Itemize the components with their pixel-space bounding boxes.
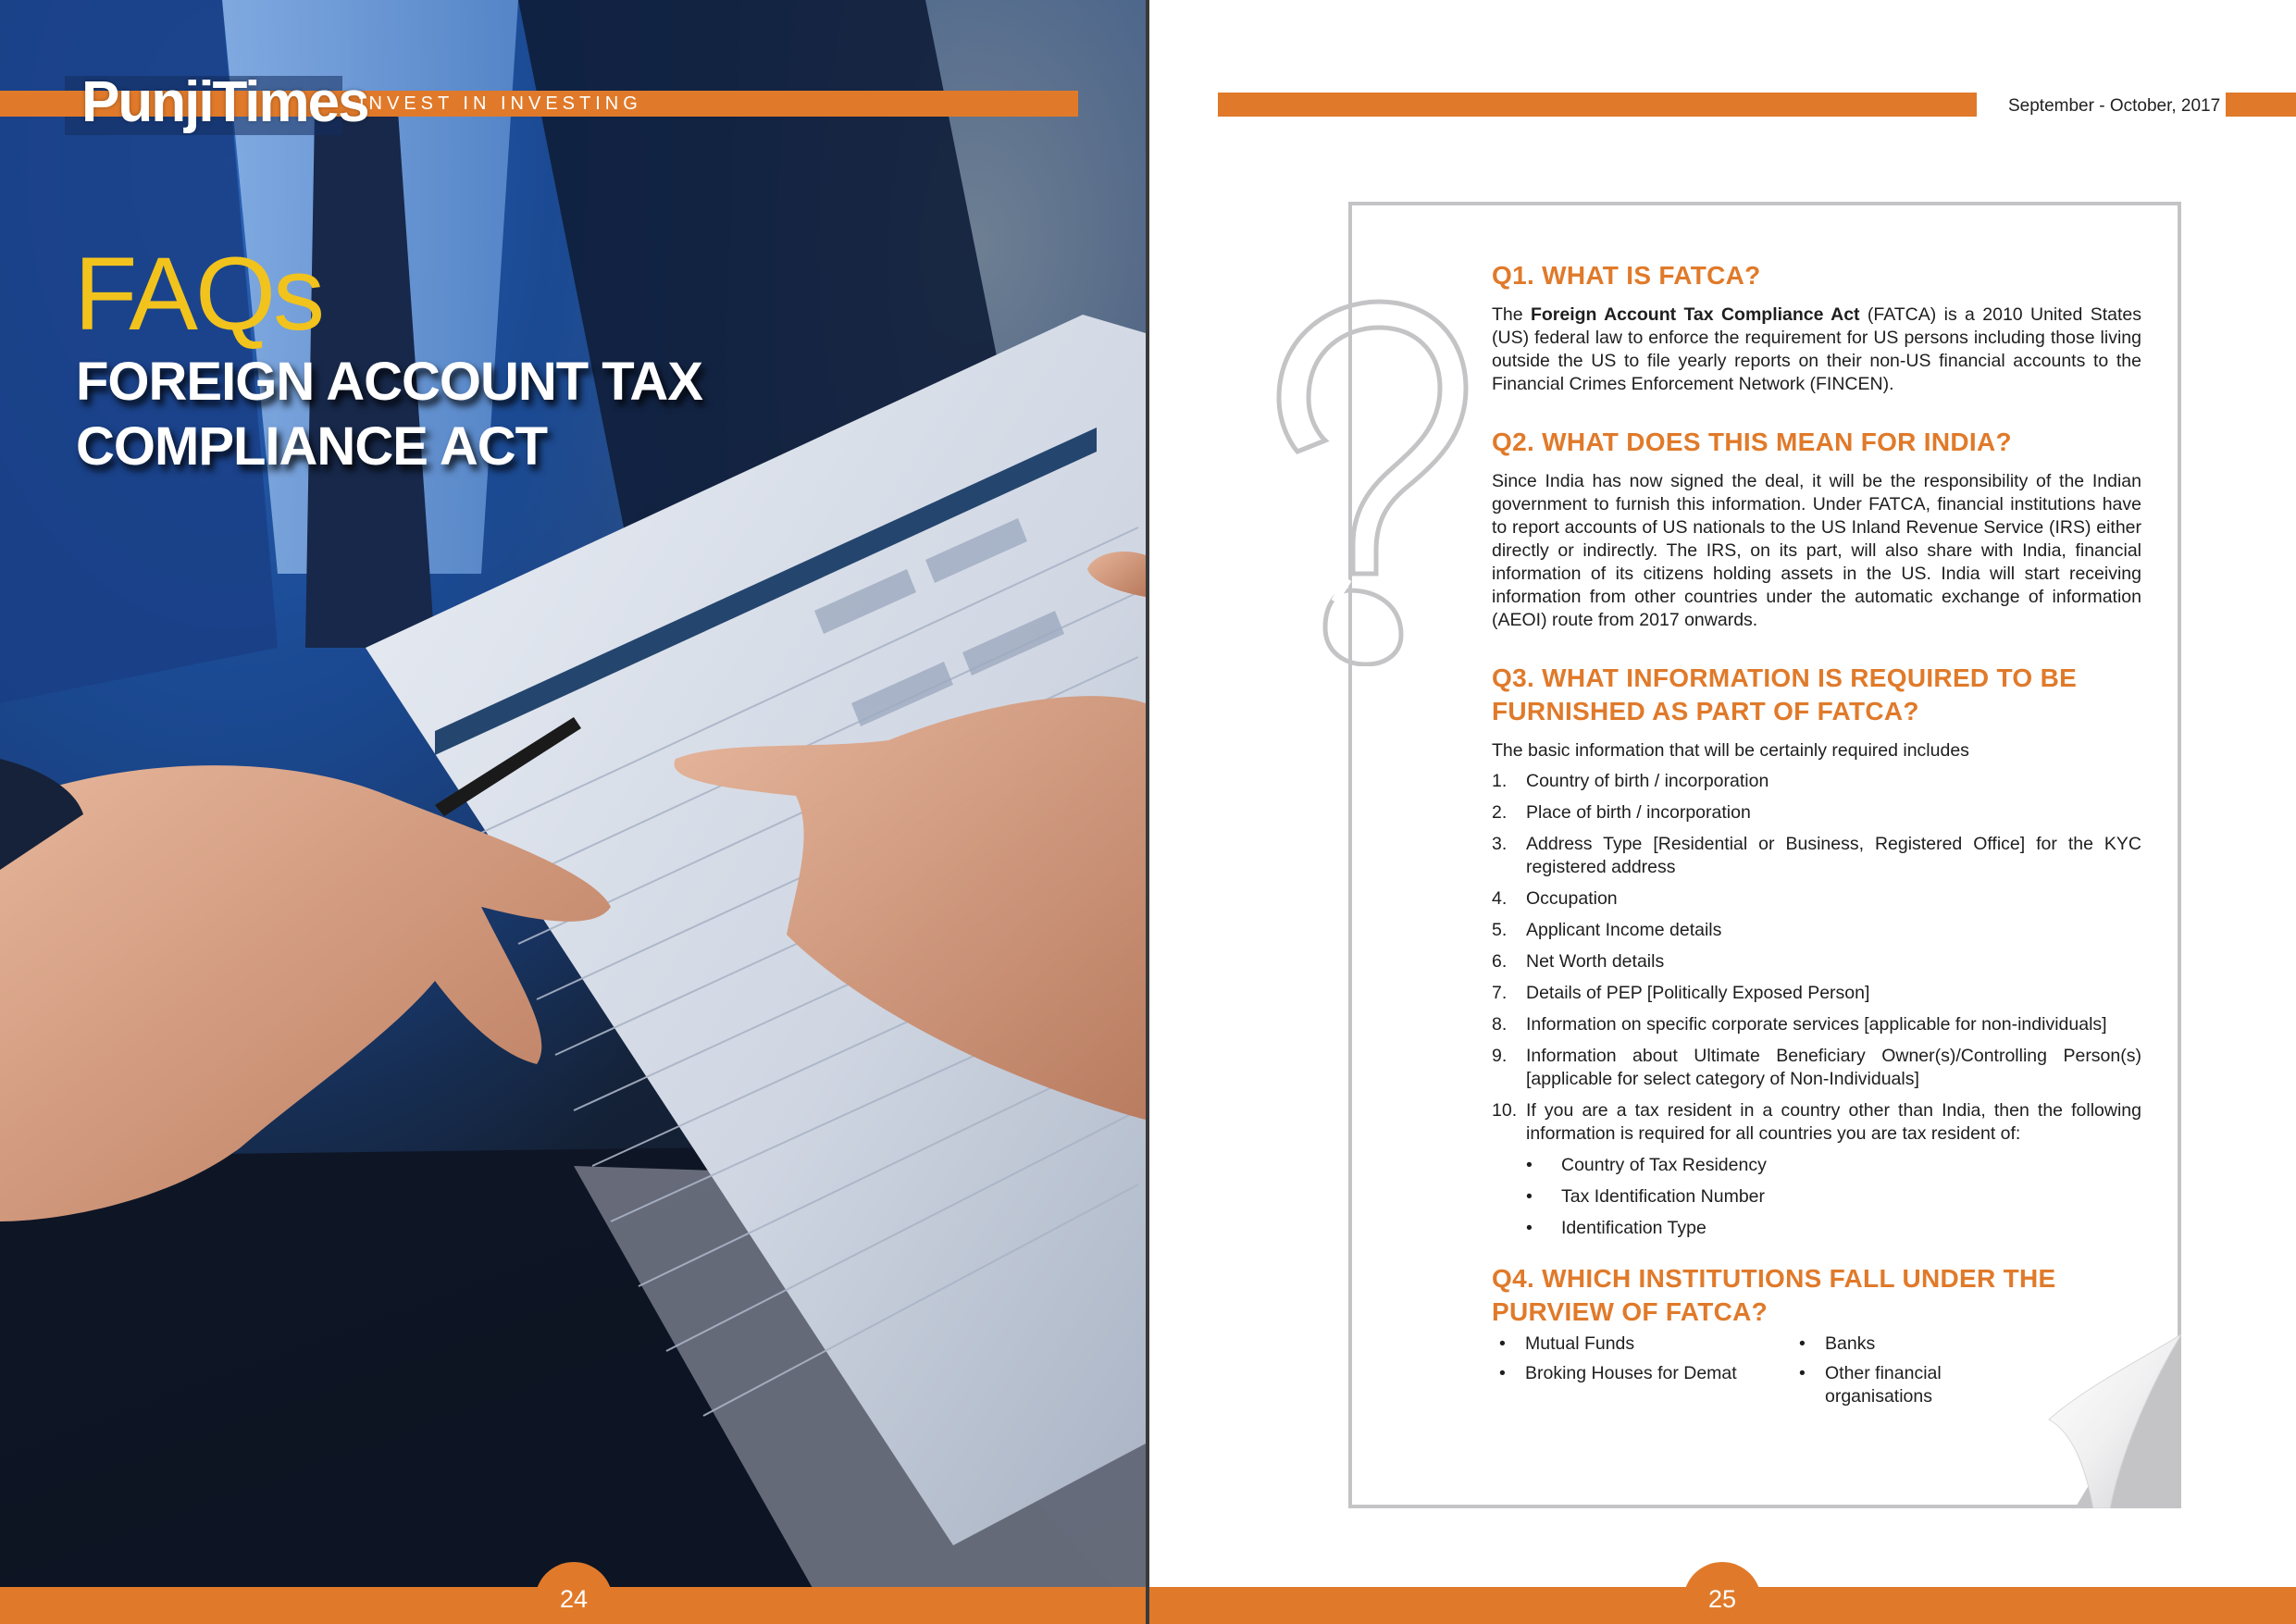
masthead-bar-right [1218, 93, 1977, 117]
q4-column-1 [1492, 1333, 1792, 1415]
question-mark-icon [1260, 296, 1473, 666]
list-item-text: Information on specific corporate services [applicable for non-individuals] [1526, 1014, 2107, 1035]
sub-list-item-text: Country of Tax Residency [1561, 1155, 1767, 1175]
list-item [1492, 1013, 2141, 1036]
q1-answer-bold: Foreign Account Tax Compliance Act [1530, 304, 1860, 325]
q1-answer [1492, 304, 2141, 396]
list-item [1492, 982, 2141, 1005]
list-item [1492, 887, 2141, 911]
list-item-text: Address Type [Residential or Business, Registered Office] for the KYC registered address [1526, 834, 2141, 877]
list-item [1492, 950, 2141, 973]
faq-q2 [1492, 426, 2141, 632]
list-item-number: 10. [1492, 1100, 1518, 1121]
masthead-bar-right-end [2226, 93, 2296, 117]
q3-heading-line2: FURNISHED AS PART OF FATCA? [1492, 697, 1919, 725]
list-item [1492, 801, 2141, 824]
q4-heading [1492, 1262, 2141, 1329]
page-number-right: 25 [1683, 1562, 1761, 1624]
bullet-icon: • [1499, 1363, 1506, 1383]
list-item-number: 3. [1492, 834, 1508, 854]
faq-content [1492, 259, 2141, 1415]
faq-q4 [1492, 1262, 2141, 1415]
logo-text: PunjiTimes [81, 70, 368, 134]
bullet-icon: • [1799, 1363, 1806, 1383]
q2-answer: Since India has now signed the deal, it will be the responsibility of the Indian government to furnish this information. Under FATCA, financial institutions have to report accounts of US nationals to the US Inland Revenue Service (IRS) either directly or indirectly. The IRS, on its part, will also share with India, financial information of its citizens holding assets in the US. India will start receiving information from other countries under the automatic exchange of information (AEOI) route from 2017 onwards. [1492, 471, 2141, 630]
bullet-icon: • [1526, 1186, 1533, 1207]
q3-sublist [1526, 1154, 2141, 1240]
list-item [1492, 1333, 1792, 1356]
list-item [1492, 919, 2141, 942]
list-item-number: 6. [1492, 951, 1508, 972]
sub-list-item [1526, 1185, 2141, 1209]
page-number-left: 24 [535, 1562, 613, 1624]
right-page [1149, 0, 2296, 1624]
list-item [1492, 1099, 2141, 1146]
q4-column-2 [1792, 1333, 2091, 1415]
sub-list-item-text: Tax Identification Number [1561, 1186, 1766, 1207]
list-item-text: Other financial organisations [1825, 1363, 1942, 1407]
q1-answer-rest: (FATCA) is a 2010 United States (US) federal law to enforce the requirement for US persons including those living outside the US to file yearly reports on their non-US financial accounts to the Financial Crimes Enforcement Network (FINCEN). [1492, 304, 2141, 394]
bullet-icon: • [1526, 1218, 1533, 1238]
sub-list-item-text: Identification Type [1561, 1218, 1706, 1238]
list-item-text: Place of birth / incorporation [1526, 802, 1751, 823]
list-item [1792, 1362, 2091, 1408]
list-item-text: Occupation [1526, 888, 1618, 909]
list-item-number: 5. [1492, 920, 1508, 940]
masthead-tagline: INVEST IN INVESTING [359, 93, 642, 114]
list-item-number: 1. [1492, 771, 1508, 791]
list-item-text: Mutual Funds [1525, 1333, 1635, 1354]
faq-subtitle-line1: FOREIGN ACCOUNT TAX [76, 352, 702, 412]
list-item-text: Net Worth details [1526, 951, 1665, 972]
list-item [1492, 770, 2141, 793]
list-item-text: If you are a tax resident in a country other than India, then the following information is required for all countries you are tax resident of: [1526, 1100, 2141, 1144]
q3-heading [1492, 662, 2141, 728]
faq-q1 [1492, 259, 2141, 396]
list-item-text: Country of birth / incorporation [1526, 771, 1769, 791]
q2-heading: Q2. WHAT DOES THIS MEAN FOR INDIA? [1492, 428, 2012, 456]
q1-answer-lead: The [1492, 304, 1531, 325]
q1-heading: Q1. WHAT IS FATCA? [1492, 261, 1761, 290]
left-page [0, 0, 1146, 1624]
sub-list-item [1526, 1217, 2141, 1240]
punjitimes-logo [72, 67, 378, 134]
list-item-text: Details of PEP [Politically Exposed Person] [1526, 983, 1870, 1003]
list-item-number: 7. [1492, 983, 1508, 1003]
q3-intro: The basic information that will be certainly required includes [1492, 740, 1969, 761]
bullet-icon: • [1499, 1333, 1506, 1354]
list-item [1492, 833, 2141, 879]
q4-heading-line2: PURVIEW OF FATCA? [1492, 1297, 1769, 1326]
q3-list [1492, 770, 2141, 1146]
bullet-icon: • [1526, 1155, 1533, 1175]
list-item-number: 2. [1492, 802, 1508, 823]
list-item-number: 9. [1492, 1046, 1508, 1066]
list-item-text: Applicant Income details [1526, 920, 1722, 940]
list-item-text: Broking Houses for Demat [1525, 1363, 1737, 1383]
faq-subtitle [76, 350, 779, 479]
faq-title: FAQs [74, 236, 323, 352]
list-item [1492, 1045, 2141, 1091]
list-item-text: Information about Ultimate Beneficiary Owner(s)/Controlling Person(s) [applicable for select category of Non-Individuals] [1526, 1046, 2141, 1089]
list-item [1792, 1333, 2091, 1356]
q3-heading-line1: Q3. WHAT INFORMATION IS REQUIRED TO BE [1492, 663, 2078, 692]
list-item-text: Banks [1825, 1333, 1876, 1354]
faq-q3 [1492, 662, 2141, 1240]
issue-date: September - October, 2017 [2008, 96, 2221, 116]
q4-lists [1492, 1333, 2141, 1415]
sub-list-item [1526, 1154, 2141, 1177]
faq-subtitle-line2: COMPLIANCE ACT [76, 416, 548, 477]
q4-heading-line1: Q4. WHICH INSTITUTIONS FALL UNDER THE [1492, 1264, 2056, 1293]
list-item-number: 4. [1492, 888, 1508, 909]
list-item-number: 8. [1492, 1014, 1508, 1035]
list-item [1492, 1362, 1792, 1385]
bullet-icon: • [1799, 1333, 1806, 1354]
